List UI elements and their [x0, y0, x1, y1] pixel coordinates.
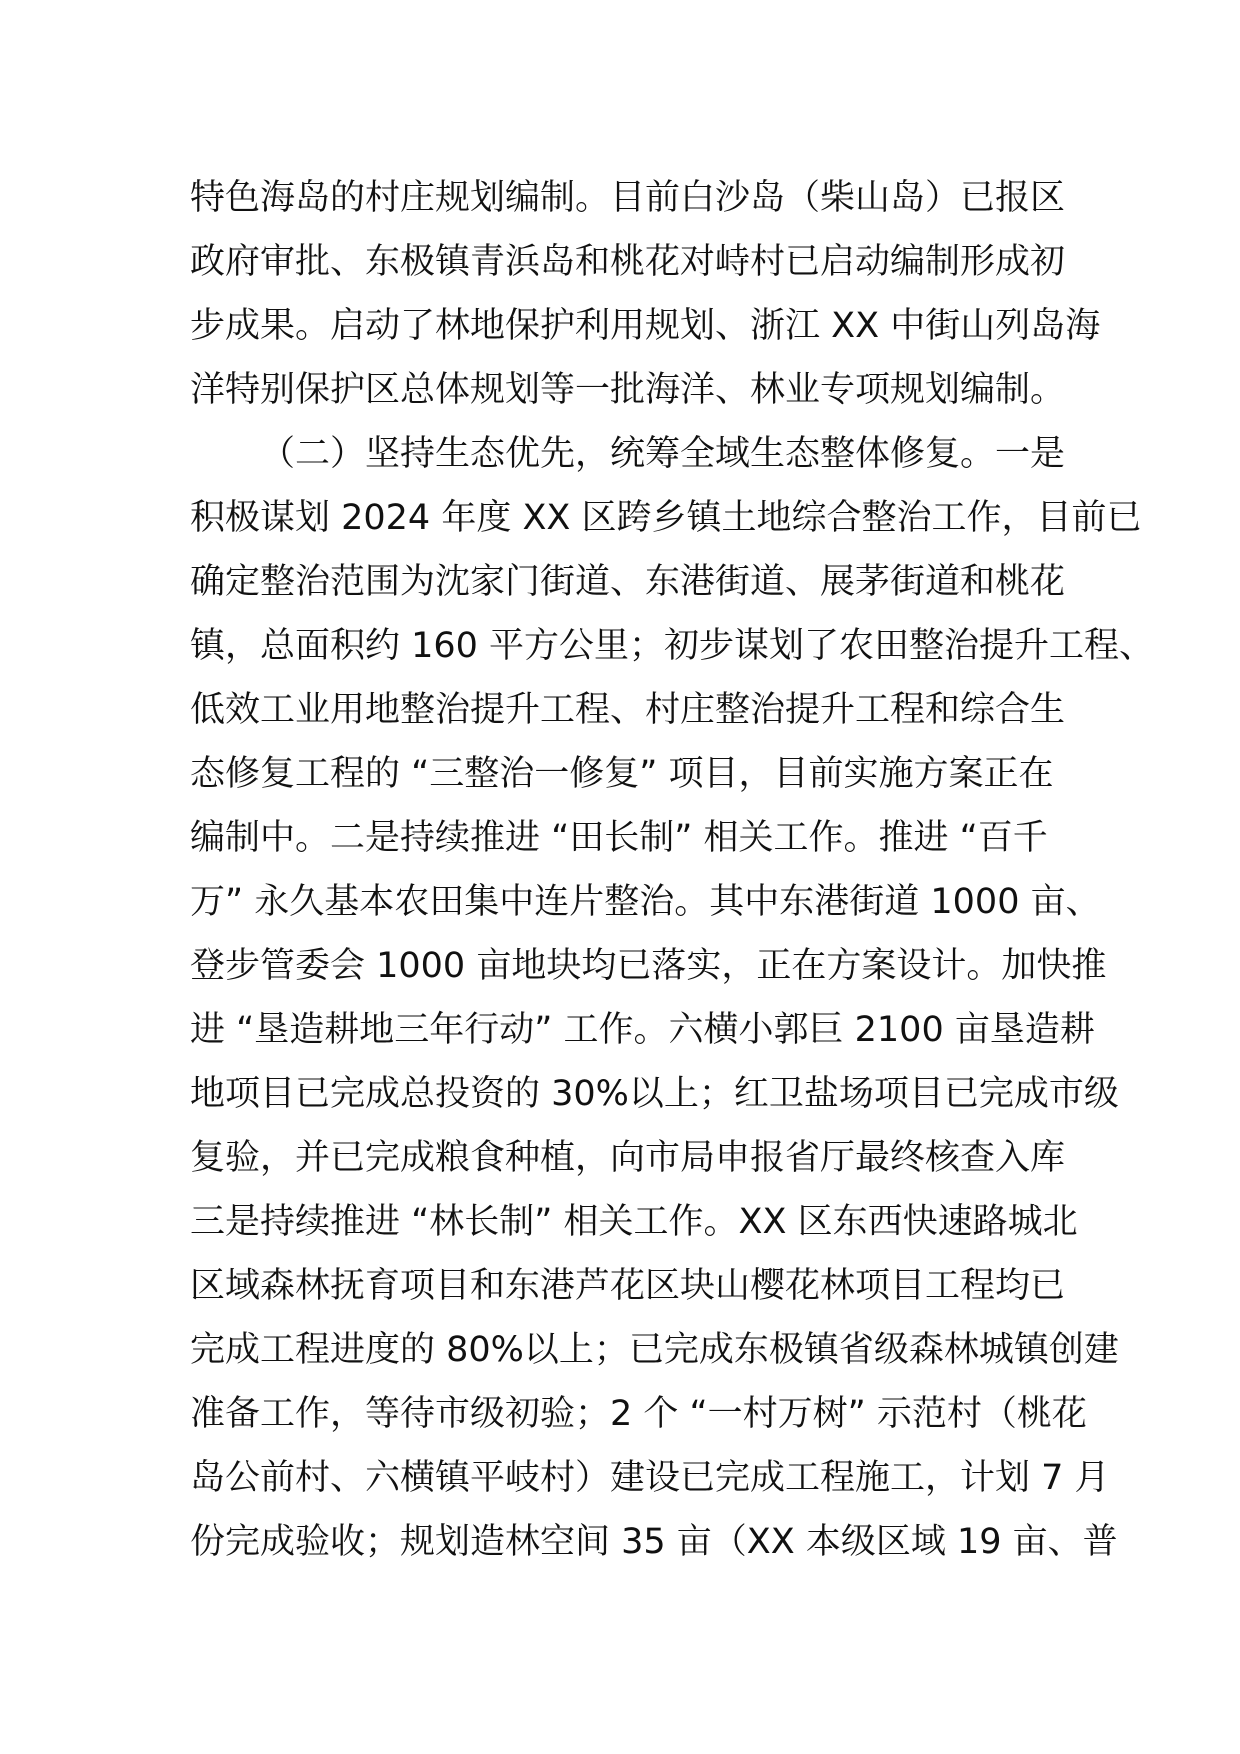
text-line: 登步管委会 1000 亩地块均已落实，正在方案设计。加快推: [190, 946, 1107, 986]
text-line: 态修复工程的 “三整治一修复” 项目，目前实施方案正在: [190, 754, 1054, 794]
text-line: 地项目已完成总投资的 30%以上；红卫盐场项目已完成市级: [190, 1074, 1119, 1114]
text-line: 积极谋划 2024 年度 XX 区跨乡镇土地综合整治工作，目前已: [190, 498, 1142, 538]
text-line: 确定整治范围为沈家门街道、东港街道、展茅街道和桃花: [190, 562, 1066, 602]
text-line: 准备工作，等待市级初验；2 个 “一村万树” 示范村（桃花: [190, 1394, 1087, 1434]
text-line: 岛公前村、六横镇平岐村）建设已完成工程施工，计划 7 月: [190, 1458, 1110, 1498]
text-line: 份完成验收；规划造林空间 35 亩（XX 本级区域 19 亩、普: [190, 1522, 1118, 1562]
text-line: 低效工业用地整治提升工程、村庄整治提升工程和综合生: [190, 690, 1066, 730]
text-line: 政府审批、东极镇青浜岛和桃花对峙村已启动编制形成初: [190, 242, 1066, 282]
text-line: 特色海岛的村庄规划编制。目前白沙岛（柴山岛）已报区: [190, 178, 1066, 218]
text-line: 进 “垦造耕地三年行动” 工作。六横小郭巨 2100 亩垦造耕: [190, 1010, 1095, 1050]
text-line: 三是持续推进 “林长制” 相关工作。XX 区东西快速路城北: [190, 1202, 1078, 1242]
text-line: 洋特别保护区总体规划等一批海洋、林业专项规划编制。: [190, 370, 1066, 410]
text-line: 镇，总面积约 160 平方公里；初步谋划了农田整治提升工程、: [190, 626, 1155, 666]
text-line: 步成果。启动了林地保护利用规划、浙江 XX 中街山列岛海: [190, 306, 1101, 346]
section-heading-line: （二）坚持生态优先，统筹全域生态整体修复。一是: [260, 434, 1066, 474]
text-line: 复验，并已完成粮食种植，向市局申报省厅最终核查入库: [190, 1138, 1066, 1178]
text-line: 万” 永久基本农田集中连片整治。其中东港街道 1000 亩、: [190, 882, 1101, 922]
text-line: 完成工程进度的 80%以上；已完成东极镇省级森林城镇创建: [190, 1330, 1119, 1370]
text-line: 编制中。二是持续推进 “田长制” 相关工作。推进 “百千: [190, 818, 1048, 858]
text-line: 区域森林抚育项目和东港芦花区块山樱花林项目工程均已: [190, 1266, 1066, 1306]
